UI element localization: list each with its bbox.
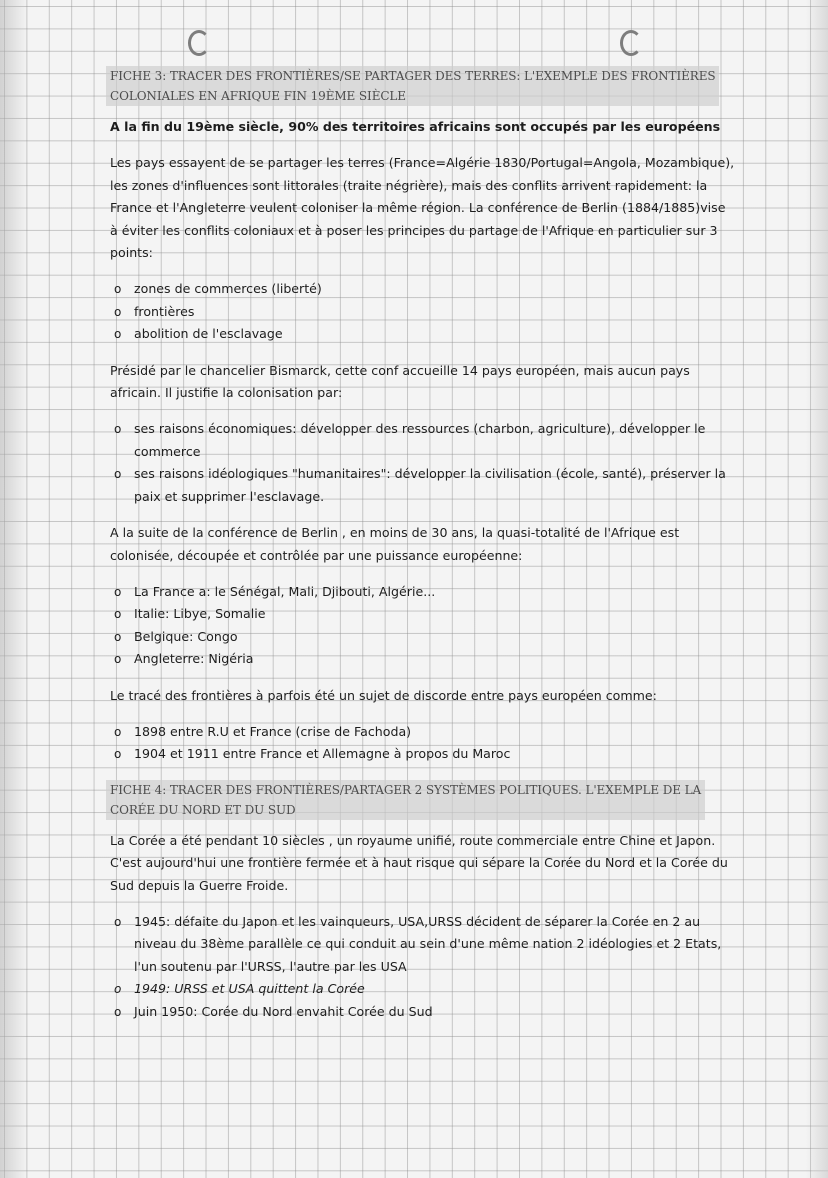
fiche3-title-line2: COLONIALES EN AFRIQUE FIN 19ÈME SIÈCLE [110,89,406,103]
list-item: o zones de commerces (liberté) [134,278,735,300]
list-item: o 1904 et 1911 entre France et Allemagne à propos du Maroc [134,743,735,765]
list-item: o Juin 1950: Corée du Nord envahit Corée du Sud [134,1001,735,1023]
fiche3-paragraph-1: Les pays essayent de se partager les terres (France=Algérie 1830/Portugal=Angola, Mozambique), les zones d'influences sont littorales (traite négrière), mais des conflits arrivent rapidement: la France et l'Angleterre veulent coloniser la même région. La conférence de Berlin (1884/1885)vise à éviter les conflits coloniaux et à poser les principes du partage de l'Afrique en particulier sur 3 points: [110,155,735,261]
fiche3-reasons-list [110,418,735,508]
binder-hole-right [620,30,642,56]
fiche4-title [106,780,705,820]
fiche3-disputes-list [110,721,735,766]
fiche3-paragraph-2: Présidé par le chancelier Bismarck, cette conf accueille 14 pays européen, mais aucun pays africain. Il justifie la colonisation par: [110,362,690,401]
fiche4-paragraph-1: La Corée a été pendant 10 siècles , un royaume unifié, route commerciale entre Chine et Japon. C'est aujourd'hui une frontière fermée et à haut risque qui sépare la Corée du Nord et la Corée du Sud depuis la Guerre Froide. [110,832,728,893]
fiche3-paragraph-4: Le tracé des frontières à parfois été un sujet de discorde entre pays européen comme: [110,687,657,703]
list-item: o frontières [134,301,735,323]
list-item: o ses raisons idéologiques "humanitaires": développer la civilisation (école, santé), préserver la paix et supprimer l'esclavage. [134,463,735,508]
list-item: o La France a: le Sénégal, Mali, Djibouti, Algérie... [134,581,735,603]
list-item: o Belgique: Congo [134,626,735,648]
binder-hole-left [188,30,210,56]
list-item: o 1949: URSS et USA quittent la Corée [134,978,735,1000]
fiche3-colonies-list [110,581,735,671]
list-item: o 1898 entre R.U et France (crise de Fachoda) [134,721,735,743]
fiche3-title-line1: FICHE 3: TRACER DES FRONTIÈRES/SE PARTAGER DES TERRES: L'EXEMPLE DES FRONTIÈRES [110,69,716,83]
list-item: o 1945: défaite du Japon et les vainqueurs, USA,URSS décident de séparer la Corée en 2 au niveau du 38ème parallèle ce qui conduit au sein d'une même nation 2 idéologies et 2 Etats, l'un soutenu par l'URSS, l'autre par les USA [134,911,735,978]
fiche3-paragraph-3: A la suite de la conférence de Berlin , en moins de 30 ans, la quasi-totalité de l'Afrique est colonisée, découpée et contrôlée par une puissance européenne: [110,525,680,563]
fiche4-title-line1: FICHE 4: TRACER DES FRONTIÈRES/PARTAGER 2 SYSTÈMES POLITIQUES. L'EXEMPLE DE LA [110,782,702,797]
list-item: o Italie: Libye, Somalie [134,603,735,625]
fiche3-title [106,66,719,106]
fiche3-lead: A la fin du 19ème siècle, 90% des territoires africains sont occupés par les européens [110,119,721,134]
document-content [110,66,735,1037]
fiche4-events-list [110,911,735,1023]
fiche3-points-list [110,278,735,345]
list-item: o ses raisons économiques: développer des ressources (charbon, agriculture), développer le commerce [134,418,735,463]
fiche4-title-line2: CORÉE DU NORD ET DU SUD [110,802,296,817]
list-item: o Angleterre: Nigéria [134,648,735,670]
list-item: o abolition de l'esclavage [134,323,735,345]
